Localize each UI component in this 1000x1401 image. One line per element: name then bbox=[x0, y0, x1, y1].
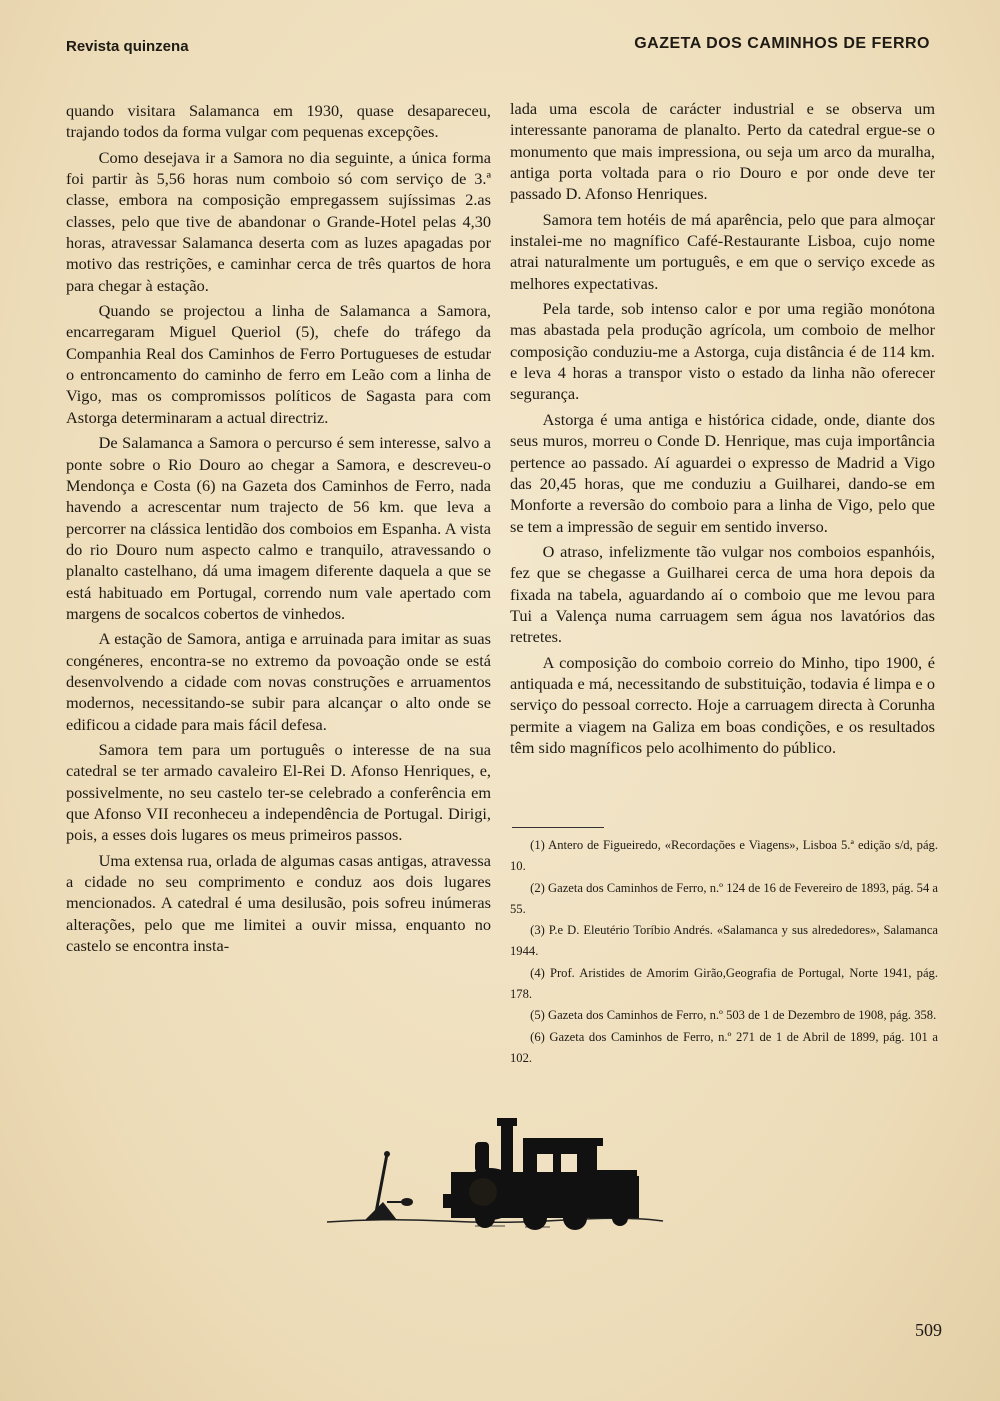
footnotes bbox=[510, 835, 938, 1069]
paragraph: Uma extensa rua, orlada de algumas casas antigas, atravessa a cidade no seu comprimento e conduz aos dois lugares mencionados. A catedral é uma desilusão, pois sofreu inúmeras alterações, pelo que me limitei a ouvir missa, enquanto no castelo se encontra insta- bbox=[66, 850, 491, 956]
paragraph: Quando se projectou a linha de Salamanca a Samora, encarregaram Miguel Queriol (5), chefe do tráfego da Companhia Real dos Caminhos de Ferro Portugueses de estudar o entroncamento do caminho de ferro em Leão com a linha de Vigo, mas os compromissos políticos de Sagasta para com Astorga determinaram a actual directriz. bbox=[66, 301, 491, 427]
paragraph: Como desejava ir a Samora no dia seguinte, a única forma foi partir às 5,56 horas num comboio só com serviço de 3.ª classe, embora na composição empregassem sujíssimas 2.as classes, pelo que tive de abandonar o Grande-Hotel pelas 4,30 horas, atravessar Salamanca deserta com as luzes apagadas por motivo das restrições, e caminhar cerca de três quartos de hora para chegar à estação. bbox=[66, 147, 491, 295]
paragraph: De Salamanca a Samora o percurso é sem interesse, salvo a ponte sobre o Rio Douro ao chegar a Samora, e descreveu-o Mendonça e Costa (6) na Gazeta dos Caminhos de Ferro, nada havendo a acrescentar num trajecto de 56 km. que leva a percorrer na clássica lentidão dos comboios em Espanha. A vista do rio Douro num aspecto calmo e tranquilo, atravessando o planalto castelhano, dá uma imagem diferente daquela a que se está habituado em Portugal, correndo num vale apertado com margens de socalcos cobertos de vinhedos. bbox=[66, 433, 491, 623]
paragraph: Pela tarde, sob intenso calor e por uma região monótona mas abastada pela produção agrícola, um comboio de melhor composição conduziu-me a Astorga, cuja distância é de 114 km. e leva 4 horas a transpor visto o estado da linha não oferecer segurança. bbox=[510, 299, 935, 404]
footnote: (3) P.e D. Eleutério Toríbio Andrés. «Salamanca y sus alrededores», Salamanca 1944. bbox=[510, 923, 938, 959]
footnote: (2) Gazeta dos Caminhos de Ferro, n.º 124 de 16 de Fevereiro de 1893, pág. 54 a 55. bbox=[510, 880, 938, 916]
paragraph: O atraso, infelizmente tão vulgar nos comboios espanhóis, fez que se chegasse a Guilharei cerca de uma hora depois da fixada na tabela, aguardando aí o comboio que me levou para Tui a Valença numa carruagem sem água nos lavatórios das retretes. bbox=[510, 541, 935, 647]
locomotive-illustration bbox=[325, 1110, 665, 1240]
footnote: (4) Prof. Aristides de Amorim Girão,Geografia de Portugal, Norte 1941, pág. 178. bbox=[510, 965, 938, 1002]
paragraph: Samora tem para um português o interesse de na sua catedral se ter armado cavaleiro El-Rei D. Afonso Henriques, e, possivelmente, no seu castelo ter-se celebrado a conferência em que Afonso VII reconheceu a independência de Portugal. Dirigi, pois, a esses dois lugares os meus primeiros passos. bbox=[66, 739, 491, 845]
page-number: 509 bbox=[915, 1320, 942, 1340]
header-title: GAZETA DOS CAMINHOS DE FERRO bbox=[634, 35, 930, 52]
footnote: (1) Antero de Figueiredo, «Recordações e Viagens», Lisboa 5.ª edição s/d, pág. 10. bbox=[510, 838, 938, 874]
paragraph: A composição do comboio correio do Minho, tipo 1900, é antiquada e má, necessitando de substituição, todavia é limpa e o serviço do pessoal correcto. Hoje a carruagem directa à Corunha permite a viagem na Galiza em boas condições, e os resultados têm sido magníficos pelo acolhimento do público. bbox=[510, 652, 935, 757]
paragraph: A estação de Samora, antiga e arruinada para imitar as suas congéneres, encontra-se no extremo da povoação onde se está desenvolvendo a cidade com novas construções e arruamentos modernos, necessitando-se subir para alcançar o alto onde se edificou a cidade para mais fácil defesa. bbox=[66, 629, 491, 734]
header-left: Revista quinzena bbox=[66, 38, 189, 55]
paragraph: Astorga é uma antiga e histórica cidade, onde, diante dos seus muros, morreu o Conde D. Henrique, mas cuja importância pertence ao passado. Aí aguardei o expresso de Madrid a Vigo das 20,45 horas, que me conduziu a Guilharei, dando-se em Monforte a reversão do comboio para a linha de Vigo, pelo que se tem a impressão de seguir em sentido inverso. bbox=[510, 409, 935, 536]
left-column bbox=[66, 100, 491, 956]
paragraph: lada uma escola de carácter industrial e se observa um interessante panorama de planalto. Perto da catedral ergue-se o monumento que mais impressiona, ou seja um arco da muralha, antiga porta voltada para o rio Douro e por onde deve ter passado D. Afonso Henriques. bbox=[510, 99, 935, 204]
footnote: (5) Gazeta dos Caminhos de Ferro, n.º 503 de 1 de Dezembro de 1908, pág. 358. bbox=[530, 1008, 937, 1023]
right-column bbox=[510, 98, 935, 758]
paragraph: Samora tem hotéis de má aparência, pelo que para almoçar instalei-me no magnífico Café-Restaurante Lisboa, cujo nome atrai naturalmente um português, e em que o serviço excede as melhores expectativas. bbox=[510, 209, 935, 293]
paragraph: quando visitara Salamanca em 1930, quase desapareceu, trajando todos da forma vulgar com pequenas excepções. bbox=[66, 101, 491, 142]
footnote: (6) Gazeta dos Caminhos de Ferro, n.º 271 de 1 de Abril de 1899, pág. 101 a 102. bbox=[510, 1029, 938, 1065]
footnote-divider bbox=[512, 827, 604, 828]
